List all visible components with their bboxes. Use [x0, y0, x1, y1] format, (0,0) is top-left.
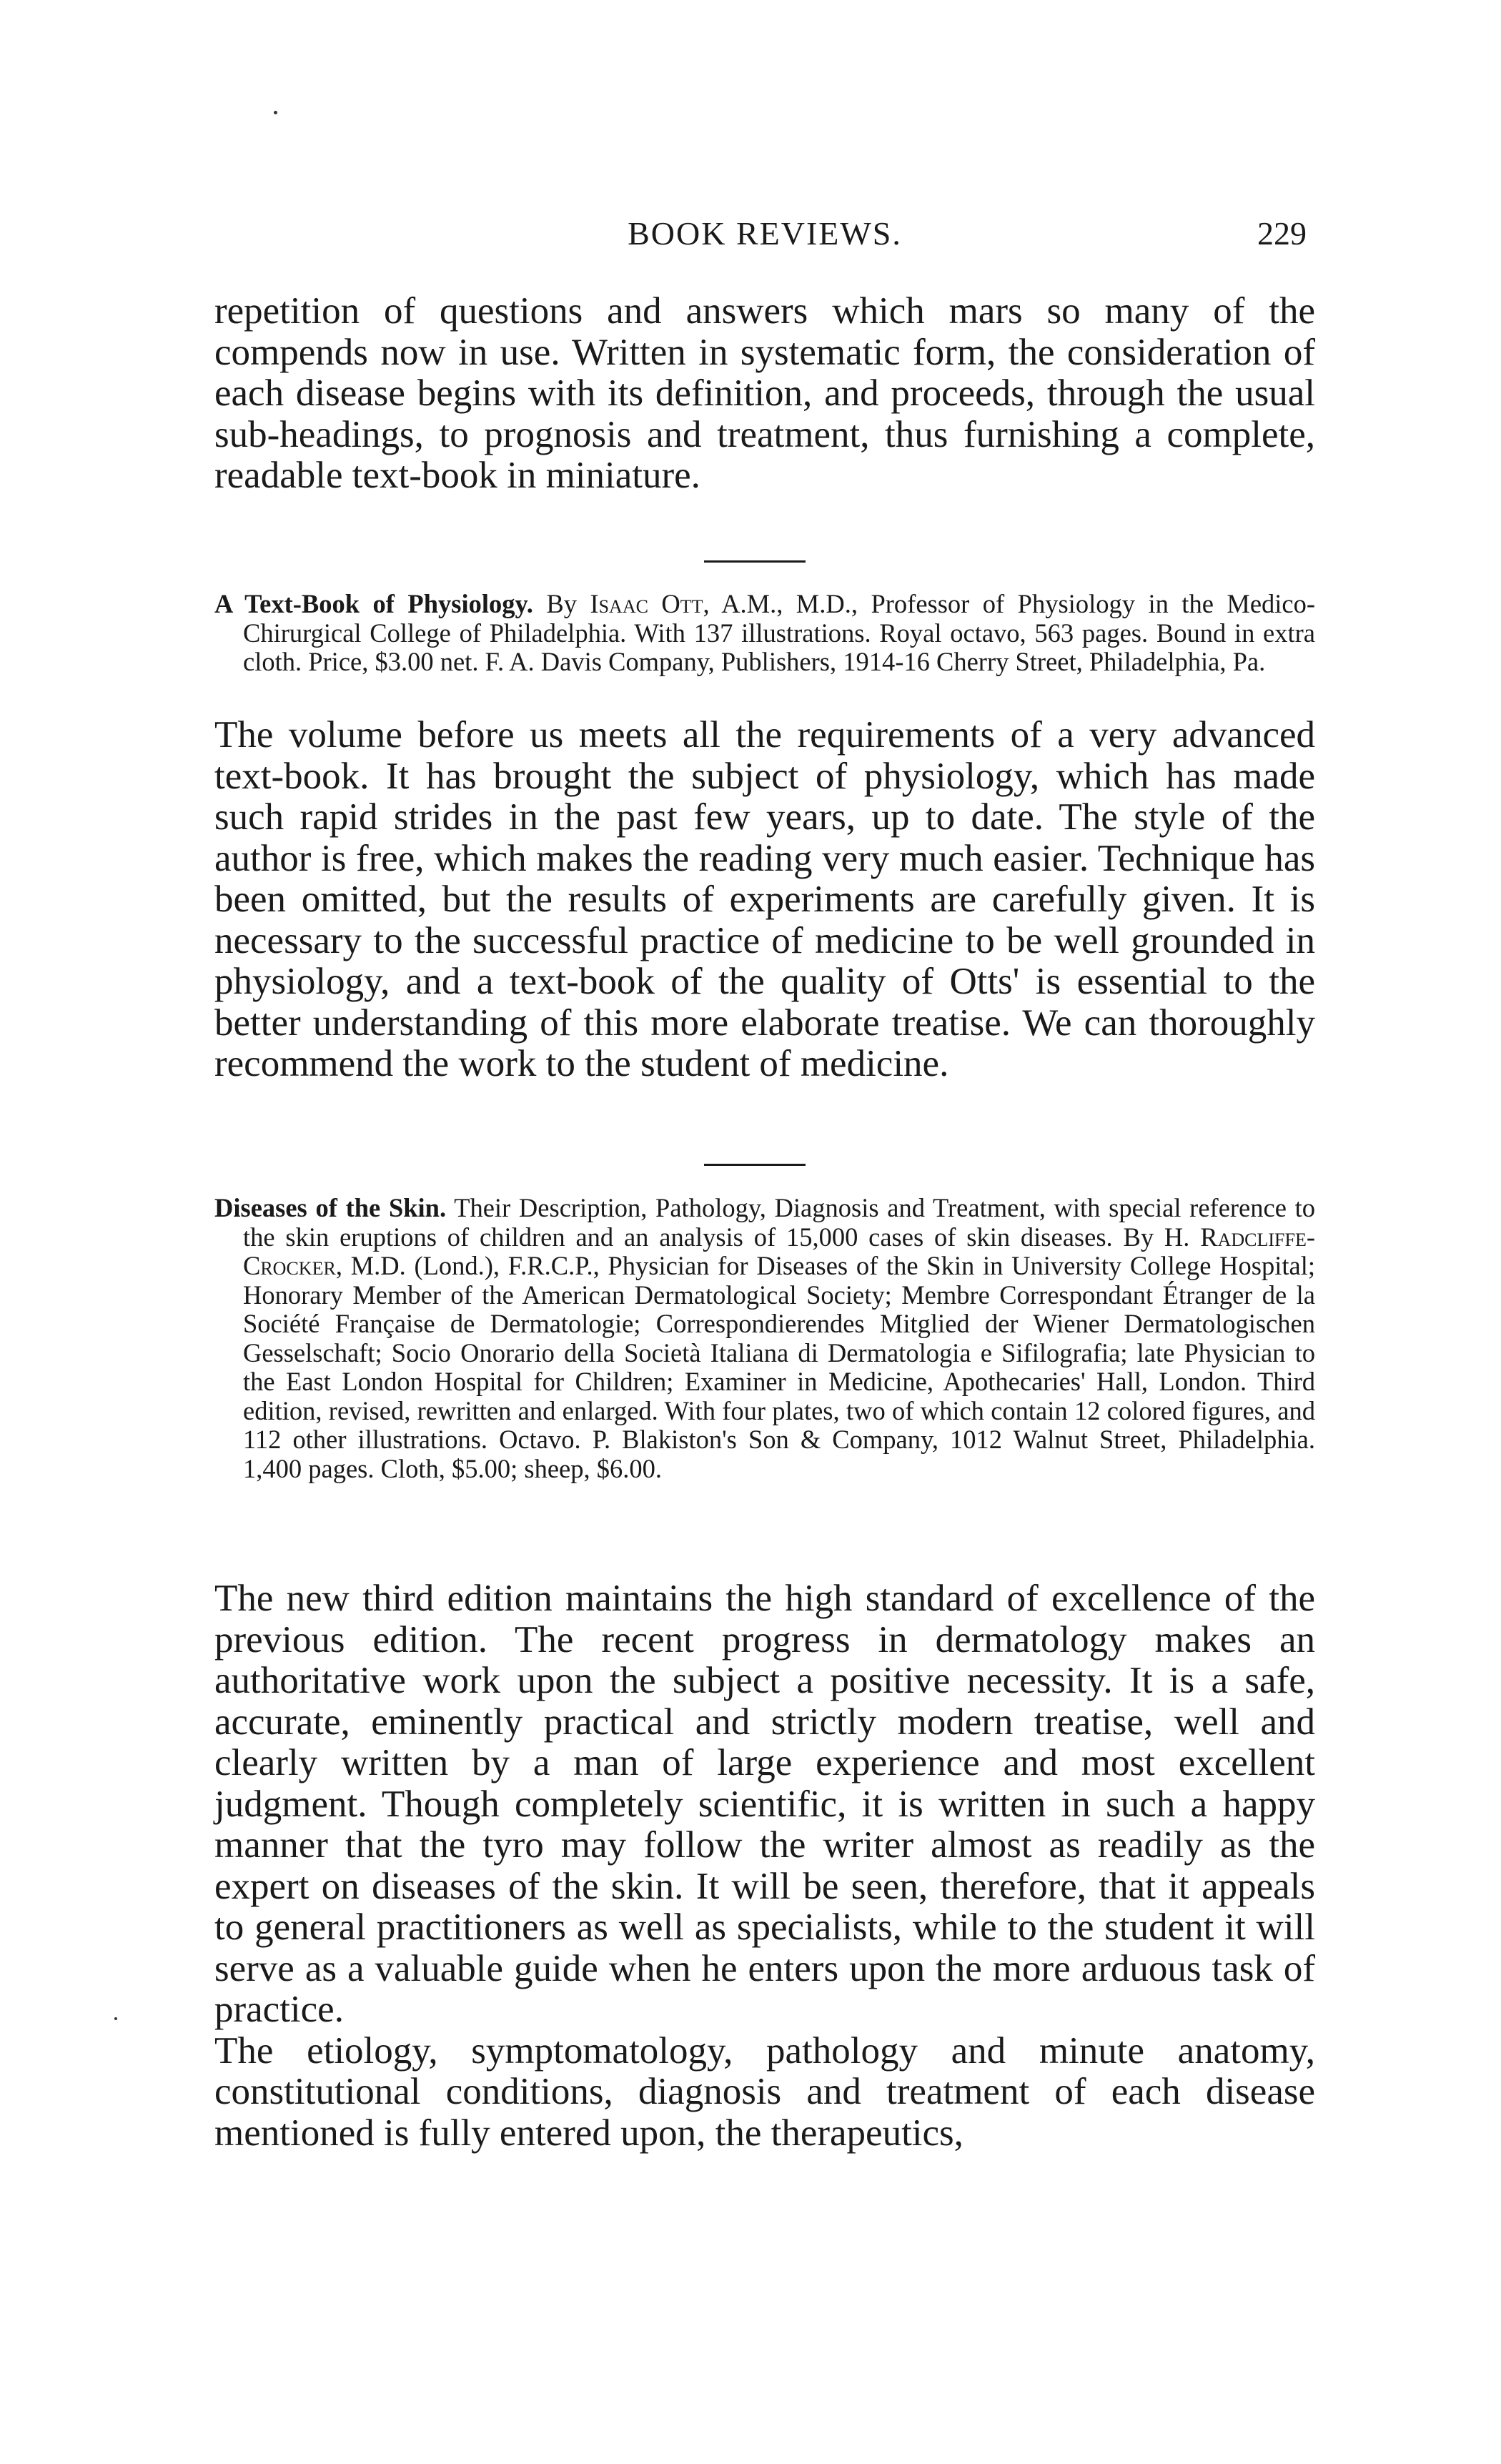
review-paragraph: The new third edition maintains the high standard of excellence of the previous edition. The recent progress in dermatology makes an authoritative work upon the subject a positive necessity. It is a safe, accurate, eminently practical and strictly modern treatise, well and clearly written by a man of large experience and most excellent judgment. Though completely scientific, it is written in such a happy manner that the tyro may follow the writer almost as readily as the expert on diseases of the skin. It will be seen, therefore, that it appeals to general practitioners as well as specialists, while to the student it will serve as a valuable guide when he enters upon the more arduous task of practice.: [214, 1578, 1315, 2030]
opening-paragraph-text: repetition of questions and answers which mars so many of the compends now in use. Written in systematic form, the consideration of each disease begins with its definition, and proceeds, through the usual sub-headings, to prognosis and treatment, thus furnishing a complete, readable text-book in miniature.: [214, 290, 1315, 496]
citation-physiology: [214, 590, 1315, 677]
page-number: 229: [1257, 215, 1307, 252]
citation-skin: [214, 1194, 1315, 1483]
citation-details: , A.M., M.D., Professor of Physiology in the Medico-Chirurgical College of Philadelphia. With 137 illustrations. Royal octavo, 563 pages. Bound in extra cloth. Price, $3.00 net. F. A. Davis Company, Publishers, 1914-16 Cherry Street, Philadelphia, Pa.: [243, 589, 1316, 676]
review-physiology-body: [214, 715, 1315, 1085]
ink-speck: [274, 111, 277, 114]
running-title: BOOK REVIEWS.: [628, 215, 902, 252]
section-divider: [704, 560, 806, 563]
ink-speck: [114, 2017, 117, 2020]
review-skin-body: [214, 1578, 1315, 2154]
running-head: [214, 214, 1315, 257]
citation-title: Diseases of the Skin.: [214, 1193, 447, 1222]
review-paragraph: The etiology, symptomatology, pathology and minute anatomy, constitutional conditions, diagnosis and treatment of each disease mentioned is fully entered upon, the therapeutics,: [214, 2029, 1315, 2154]
citation-author: Isaac Ott: [590, 589, 703, 618]
opening-paragraph: [214, 291, 1315, 497]
citation-details: , M.D. (Lond.), F.R.C.P., Physician for Diseases of the Skin in University College Hospital; Honorary Member of the American Dermatological Society; Membre Correspondant Étranger de la Société Française de Dermatologie; Correspondierendes Mitglied der Wiener Dermatologischen Gesselschaft; Socio Onorario della Società Italiana di Dermatologia e Sifilografia; late Physician to the East London Hospital for Children; Examiner in Medicine, Apothecaries' Hall, London. Third edition, revised, rewritten and enlarged. With four plates, two of which contain 12 colored figures, and 112 other illustrations. Octavo. P. Blakiston's Son & Company, 1012 Walnut Street, Philadelphia. 1,400 pages. Cloth, $5.00; sheep, $6.00.: [243, 1251, 1315, 1483]
section-divider: [704, 1164, 806, 1166]
citation-by: By: [546, 589, 577, 618]
review-paragraph: The volume before us meets all the requirements of a very advanced text-book. It has brought the subject of physiology, which has made such rapid strides in the past few years, up to date. The style of the author is free, which makes the reading very much easier. Technique has been omitted, but the results of experiments are carefully given. It is necessary to the successful practice of medicine to be well grounded in physiology, and a text-book of the quality of Otts' is essential to the better understanding of this more elaborate treatise. We can thoroughly recommend the work to the student of medicine.: [214, 714, 1315, 1084]
citation-title: A Text-Book of Physiology.: [214, 589, 533, 618]
citation-author: Radcliffe-Crocker: [243, 1222, 1315, 1280]
citation-subtitle: Their Description, Pathology, Diagnosis and Treatment, with special reference to the skin eruptions of children and an analysis of 15,000 cases of skin diseases. By H.: [243, 1193, 1315, 1252]
